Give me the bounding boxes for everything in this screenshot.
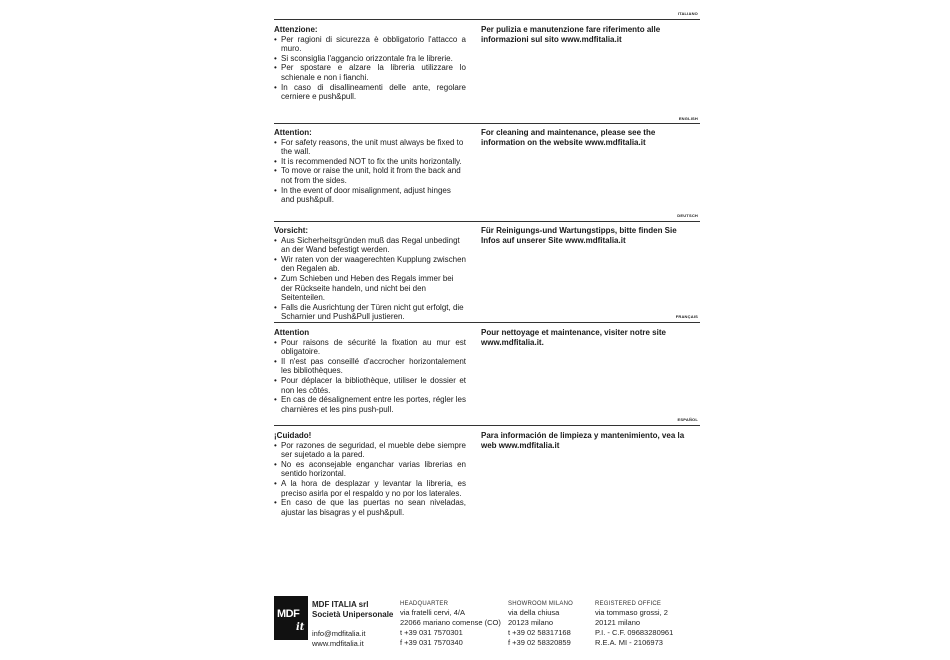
bullet-list [274, 441, 466, 518]
section-divider [274, 123, 700, 124]
registered-office-title: REGISTERED OFFICE [595, 601, 662, 607]
maintenance-note: Per pulizia e manutenzione fare riferimento alle informazioni sul sito www.mdfitalia.it [481, 25, 661, 44]
bullet-item: • No es aconsejable enganchar varias librerias en sentido horizontal. [274, 460, 466, 479]
section-divider [274, 19, 700, 20]
bullet-item: • In caso di disallineamenti delle ante, regolare cerniere e push&pull. [274, 83, 466, 102]
section-heading: Attention [274, 328, 310, 337]
instruction-sheet [274, 0, 702, 660]
rea-number: R.E.A. MI - 2106973 [595, 638, 663, 647]
headquarter-city: 22066 mariano comense (CO) [400, 618, 501, 627]
bullet-item: • En cas de désalignement entre les portes, régler les charnières et les pins push-pull. [274, 395, 466, 414]
section-heading: ¡Cuidado! [274, 431, 312, 440]
bullet-item: • Wir raten von der waagerechten Kupplung zwischen den Regalen ab. [274, 255, 466, 274]
bullet-item: • Falls die Ausrichtung der Türen nicht gut erfolgt, die Scharnier und Push&Pull justieren. [274, 303, 466, 322]
maintenance-note: For cleaning and maintenance, please see the information on the website www.mdfitalia.it [481, 128, 656, 147]
section-heading: Attenzione: [274, 25, 318, 34]
section-divider [274, 322, 700, 323]
bullet-item: • Pour raisons de sécurité la fixation au mur est obligatoire. [274, 338, 466, 357]
logo-sub: it [296, 622, 305, 633]
safety-notes [274, 226, 466, 322]
language-tag-italiano: ITALIANO [677, 11, 698, 16]
headquarter-fax: f +39 031 7570340 [400, 638, 463, 647]
registered-office-address: via tommaso grossi, 2 [595, 608, 668, 617]
company-info [312, 600, 400, 649]
headquarter-title: HEADQUARTER [400, 601, 449, 607]
bullet-item: • Per ragioni di sicurezza è obbligatorio l'attacco a muro. [274, 35, 466, 54]
showroom-title: SHOWROOM MILANO [508, 601, 574, 607]
bullet-item: • Por razones de seguridad, el mueble debe siempre ser sujetado a la pared. [274, 441, 466, 460]
bullet-item: • Aus Sicherheitsgründen muß das Regal unbedingt an der Wand befestigt werden. [274, 236, 466, 255]
language-tag-deutsch: DEUTSCH [677, 213, 698, 218]
company-footer [274, 594, 702, 654]
showroom-phone: t +39 02 58317168 [508, 628, 571, 637]
vat-number: P.I. - C.F. 09683280961 [595, 628, 674, 637]
bullet-item: • A la hora de desplazar y levantar la libreria, es preciso asirla por el respaldo y no por los laterales. [274, 479, 466, 498]
bullet-item: • Per spostare e alzare la libreria utilizzare lo schienale e non i fianchi. [274, 63, 466, 82]
bullet-item: • En caso de que las puertas no sean niveladas, ajustar las bisagras y el push&pull. [274, 498, 466, 517]
company-name: MDF ITALIA srl [312, 600, 369, 609]
section-heading: Attention: [274, 128, 312, 137]
bullet-item: • In the event of door misalignment, adjust hinges and push&pull. [274, 186, 466, 205]
maintenance-note: Pour nettoyage et maintenance, visiter notre site www.mdfitalia.it. [481, 328, 666, 347]
company-website[interactable]: www.mdfitalia.it [312, 639, 364, 648]
safety-notes [274, 128, 466, 205]
bullet-item: • It is recommended NOT to fix the units horizontally. [274, 157, 466, 167]
section-heading: Vorsicht: [274, 226, 309, 235]
maintenance-note: Für Reinigungs-und Wartungstipps, bitte finden Sie Infos auf unserer Site www.mdfitalia.it [481, 226, 677, 245]
bullet-item: • To move or raise the unit, hold it from the back and not from the sides. [274, 166, 466, 185]
bullet-item: • Si sconsiglia l'aggancio orizzontale fra le librerie. [274, 54, 466, 64]
language-tag-english: ENGLISH [678, 116, 698, 121]
company-email[interactable]: info@mdfitalia.it [312, 629, 366, 638]
showroom-info [508, 600, 594, 648]
language-tag-francais: FRANÇAIS [675, 314, 698, 319]
safety-notes [274, 431, 466, 517]
bullet-list [274, 35, 466, 102]
showroom-city: 20123 milano [508, 618, 554, 627]
safety-notes [274, 328, 466, 414]
headquarter-info [400, 600, 504, 648]
maintenance-note: Para información de limpieza y mantenimiento, vea la web www.mdfitalia.it [481, 431, 685, 450]
bullet-list [274, 236, 466, 322]
safety-notes [274, 25, 466, 102]
bullet-list [274, 138, 466, 205]
section-divider [274, 425, 700, 426]
bullet-item: • For safety reasons, the unit must always be fixed to the wall. [274, 138, 466, 157]
logo-text: MDF [277, 608, 300, 620]
bullet-item: • Pour déplacer la bibliothèque, utiliser le dossier et non les côtés. [274, 376, 466, 395]
registered-office-info [595, 600, 699, 648]
language-tag-espanol: ESPAÑOL [677, 417, 698, 422]
bullet-item: • Zum Schieben und Heben des Regals immer bei der Rückseite handeln, und nicht bei den Seitenteilen. [274, 274, 466, 303]
bullet-list [274, 338, 466, 415]
bullet-item: • Il n'est pas conseillé d'accrocher horizontalement les bibliothèques. [274, 357, 466, 376]
registered-office-city: 20121 milano [595, 618, 641, 627]
headquarter-phone: t +39 031 7570301 [400, 628, 463, 637]
showroom-fax: f +39 02 58320859 [508, 638, 571, 647]
mdf-logo [274, 596, 308, 640]
showroom-address: via della chiusa [508, 608, 560, 617]
company-type: Società Unipersonale [312, 610, 394, 619]
section-divider [274, 221, 700, 222]
headquarter-address: via fratelli cervi, 4/A [400, 608, 466, 617]
